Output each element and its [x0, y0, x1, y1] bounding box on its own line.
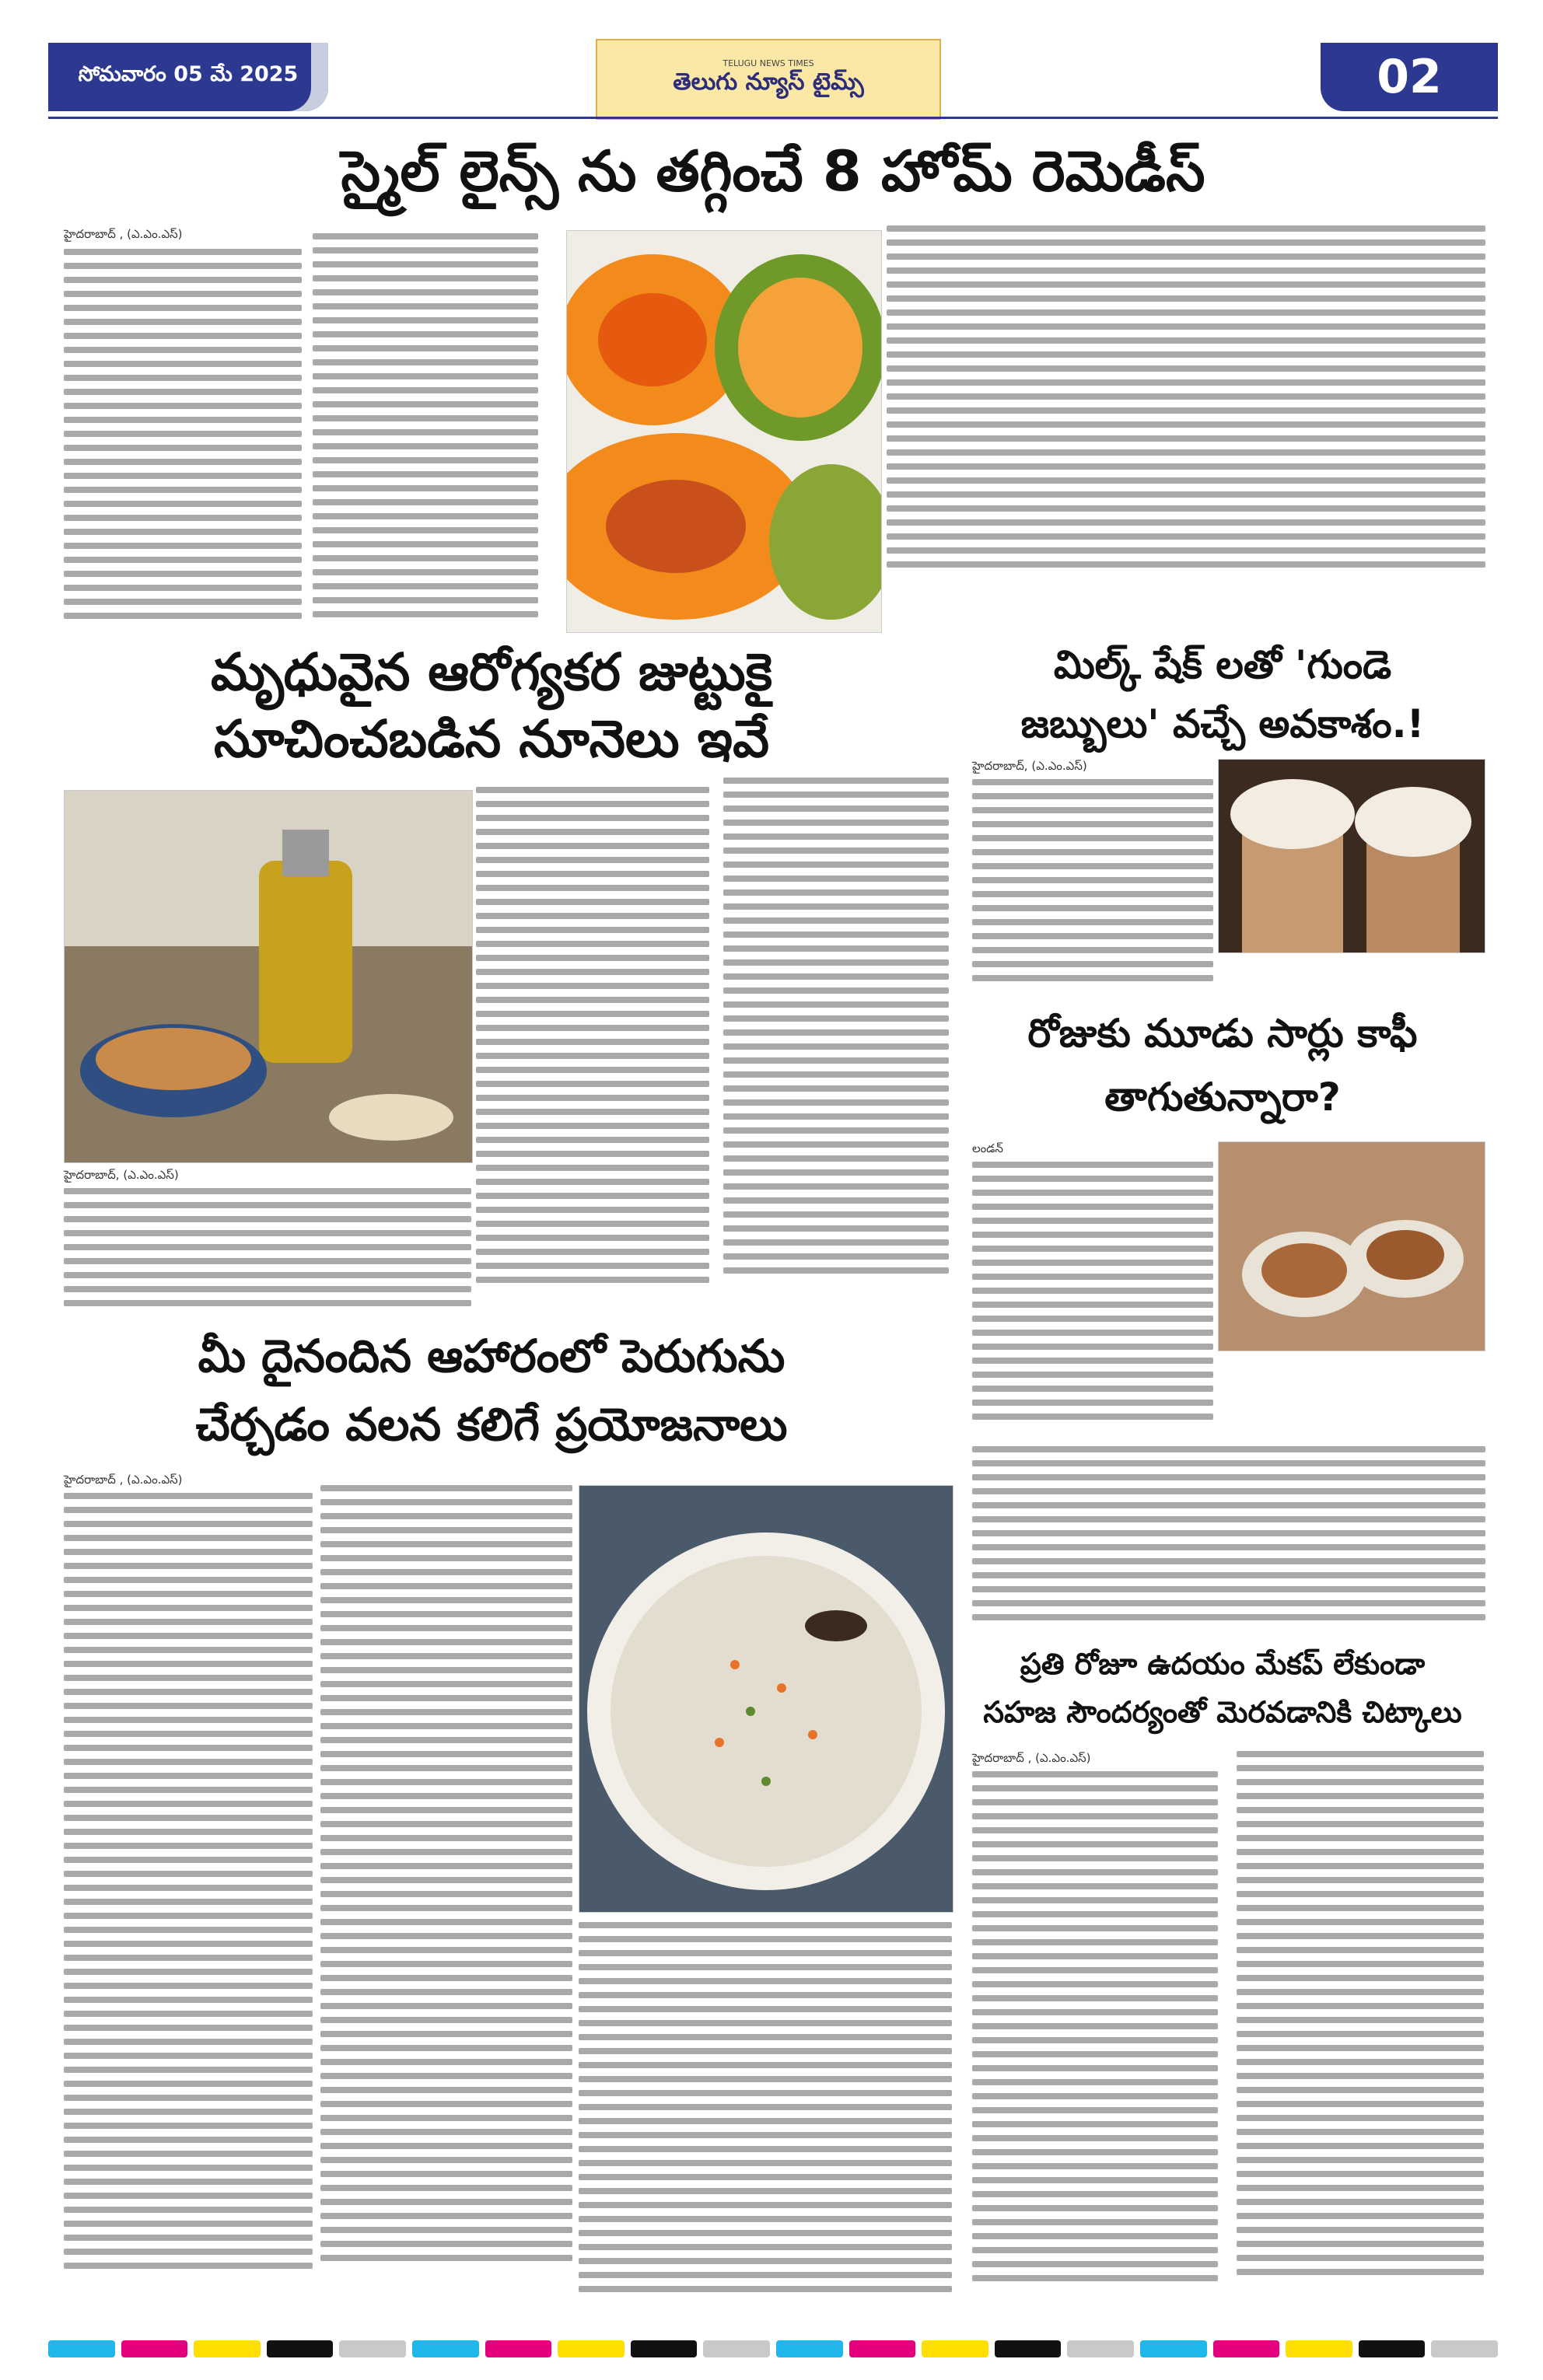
color-swatch — [485, 2340, 552, 2357]
color-swatch — [121, 2340, 188, 2357]
color-swatch — [1213, 2340, 1280, 2357]
color-swatch — [995, 2340, 1062, 2357]
article-4-headline-line-1: రోజుకు మూడు సార్లు కాఫీ — [1027, 1011, 1418, 1056]
color-swatch — [48, 2340, 115, 2357]
article-4-headline-line-2: తాగుతున్నారా? — [1104, 1075, 1341, 1120]
article-3-headline-line-1: మిల్క్ షేక్ లతో 'గుండె — [1053, 642, 1392, 687]
argan-oil-photo — [64, 790, 473, 1163]
curd-rice-photo — [579, 1485, 953, 1913]
color-swatch — [194, 2340, 261, 2357]
article-1-body-col-1 — [64, 249, 302, 638]
color-swatch — [1140, 2340, 1207, 2357]
color-swatch — [1286, 2340, 1352, 2357]
article-2-body-col-2 — [476, 787, 709, 1316]
color-swatch — [776, 2340, 843, 2357]
article-2-body-col-4 — [64, 1188, 471, 1312]
color-swatch — [1067, 2340, 1134, 2357]
papaya-photo — [566, 230, 882, 633]
milkshake-photo — [1218, 759, 1485, 953]
article-4-body-continued — [972, 1446, 1485, 1633]
color-swatch — [267, 2340, 334, 2357]
header-divider — [48, 117, 1498, 119]
color-swatch — [849, 2340, 916, 2357]
issue-date: సోమవారం 05 మే 2025 — [48, 43, 328, 111]
color-swatch — [631, 2340, 698, 2357]
article-3-body — [972, 779, 1213, 1005]
article-6-body-col-1 — [972, 1771, 1218, 2325]
masthead-logo — [596, 39, 941, 120]
article-1-headline: స్మైల్ లైన్స్ ను తగ్గించే 8 హోమ్ రెమెడీస్ — [341, 138, 1205, 204]
article-1-dateline: హైదరాబాద్ , (ఎ.ఎం.ఎస్) — [64, 227, 183, 241]
article-1-body-col-3 — [887, 225, 1485, 591]
article-6-headline-line-1: ప్రతి రోజూ ఉదయం మేకప్ లేకుండా — [1020, 1647, 1426, 1681]
color-swatch — [922, 2340, 988, 2357]
article-5-headline-line-1: మీ దైనందిన ఆహారంలో పెరుగును — [198, 1330, 785, 1382]
article-2-headline-line-1: మృధువైన ఆరోగ్యకర జుట్టుకై — [210, 642, 773, 702]
article-6-dateline: హైదరాబాద్ , (ఎ.ఎం.ఎస్) — [972, 1751, 1091, 1765]
article-2-body-col-3 — [723, 778, 949, 1314]
article-4-dateline: లండన్ — [972, 1141, 1003, 1155]
article-3-dateline: హైదరాబాద్, (ఎ.ఎం.ఎస్) — [972, 759, 1087, 773]
article-6-headline-line-2: సహజ సౌందర్యంతో మెరవడానికి చిట్కాలు — [983, 1695, 1462, 1729]
article-2-headline-line-2: సూచించబడిన నూనెలు ఇవే — [213, 709, 769, 769]
article-5-dateline: హైదరాబాద్ , (ఎ.ఎం.ఎస్) — [64, 1473, 183, 1487]
article-6-body-col-2 — [1237, 1751, 1484, 2325]
article-2-dateline: హైదరాబాద్, (ఎ.ఎం.ఎస్) — [64, 1168, 179, 1182]
color-swatch — [412, 2340, 479, 2357]
article-5-body-col-1 — [64, 1493, 313, 2325]
article-5-headline-line-2: చేర్చడం వలన కలిగే ప్రయోజనాలు — [195, 1398, 788, 1451]
coffee-photo — [1218, 1141, 1485, 1351]
page-number: 02 — [1321, 43, 1498, 111]
article-5-body-col-3 — [579, 1922, 952, 2326]
color-registration-bar — [48, 2340, 1498, 2357]
color-swatch — [558, 2340, 625, 2357]
masthead-title: తెలుగు న్యూస్ టైమ్స్ — [673, 68, 864, 96]
article-5-body-col-2 — [320, 1485, 572, 2325]
color-swatch — [1431, 2340, 1498, 2357]
color-swatch — [339, 2340, 406, 2357]
article-3-headline-line-2: జబ్బులు' వచ్చే అవకాశం.! — [1020, 701, 1425, 746]
article-4-body — [972, 1162, 1213, 1442]
masthead-tagline: TELUGU NEWS TIMES — [723, 58, 814, 68]
article-1-body-col-2 — [313, 233, 538, 638]
color-swatch — [703, 2340, 770, 2357]
color-swatch — [1359, 2340, 1426, 2357]
